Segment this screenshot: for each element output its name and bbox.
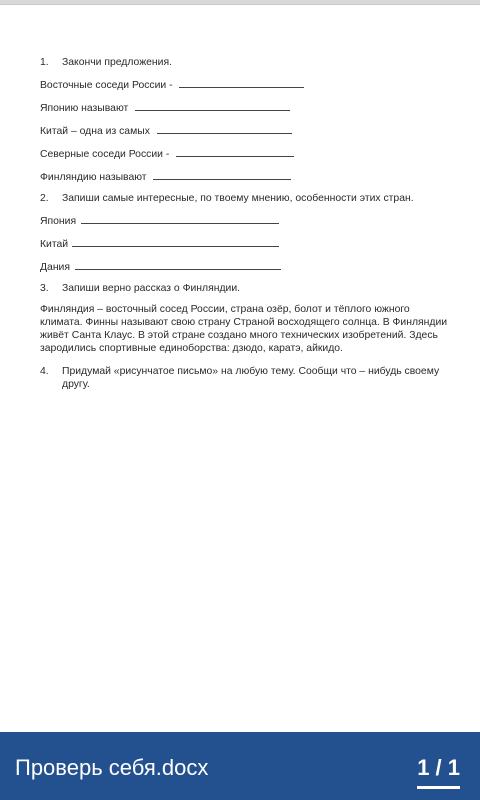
document-footer-bar [0, 732, 480, 800]
question-3-paragraph: Финляндия – восточный сосед России, страна озёр, болот и тёплого южного климата. Финны называют свою страну Страной восходящего солнца. В Финляндии живёт Санта Клаус. В этой стране создано много технических изобретений. Здесь зародились спортивные единоборства: дзюдо, каратэ, айкидо. [40, 304, 448, 354]
document-page [40, 56, 450, 391]
question-4 [40, 365, 450, 391]
question-2-title: Запиши самые интересные, по твоему мнению, особенности этих стран. [62, 193, 414, 204]
answer-blank [72, 236, 279, 247]
question-1-heading [40, 56, 450, 69]
q2-line-1 [40, 213, 450, 228]
q1-line-4-text: Северные соседи России - [40, 149, 170, 160]
q1-line-3 [40, 123, 450, 138]
question-2-heading [40, 192, 450, 205]
q2-line-2 [40, 236, 450, 251]
answer-blank [179, 77, 304, 88]
question-1-number: 1. [40, 57, 49, 68]
q1-line-1-text: Восточные соседи России - [40, 80, 173, 91]
answer-blank [176, 146, 294, 157]
question-4-text: Придумай «рисунчатое письмо» на любую тему. Сообщи что – нибудь своему другу. [62, 366, 440, 390]
question-3-heading [40, 282, 450, 295]
q2-line-3-text: Дания [40, 262, 70, 273]
q1-line-5-text: Финляндию называют [40, 172, 147, 183]
page-counter[interactable]: 1 / 1 [417, 755, 460, 780]
answer-blank [157, 123, 292, 134]
q1-line-3-text: Китай – одна из самых [40, 126, 150, 137]
q1-line-1 [40, 77, 450, 92]
question-2-number: 2. [40, 193, 49, 204]
answer-blank [75, 259, 281, 270]
q1-line-2 [40, 100, 450, 115]
q1-line-2-text: Японию называют [40, 103, 129, 114]
question-3-title: Запиши верно рассказ о Финляндии. [62, 283, 241, 294]
file-name[interactable]: Проверь себя.docx [15, 755, 209, 780]
question-4-number: 4. [40, 366, 49, 377]
top-edge-bar [0, 0, 480, 5]
q1-line-4 [40, 146, 450, 161]
q1-line-5 [40, 169, 450, 184]
question-1-title: Закончи предложения. [62, 57, 172, 68]
q2-line-1-text: Япония [40, 216, 77, 227]
q2-line-2-text: Китай [40, 239, 69, 250]
answer-blank [81, 213, 279, 224]
question-3-number: 3. [40, 283, 49, 294]
answer-blank [135, 100, 290, 111]
answer-blank [153, 169, 291, 180]
q2-line-3 [40, 259, 450, 274]
